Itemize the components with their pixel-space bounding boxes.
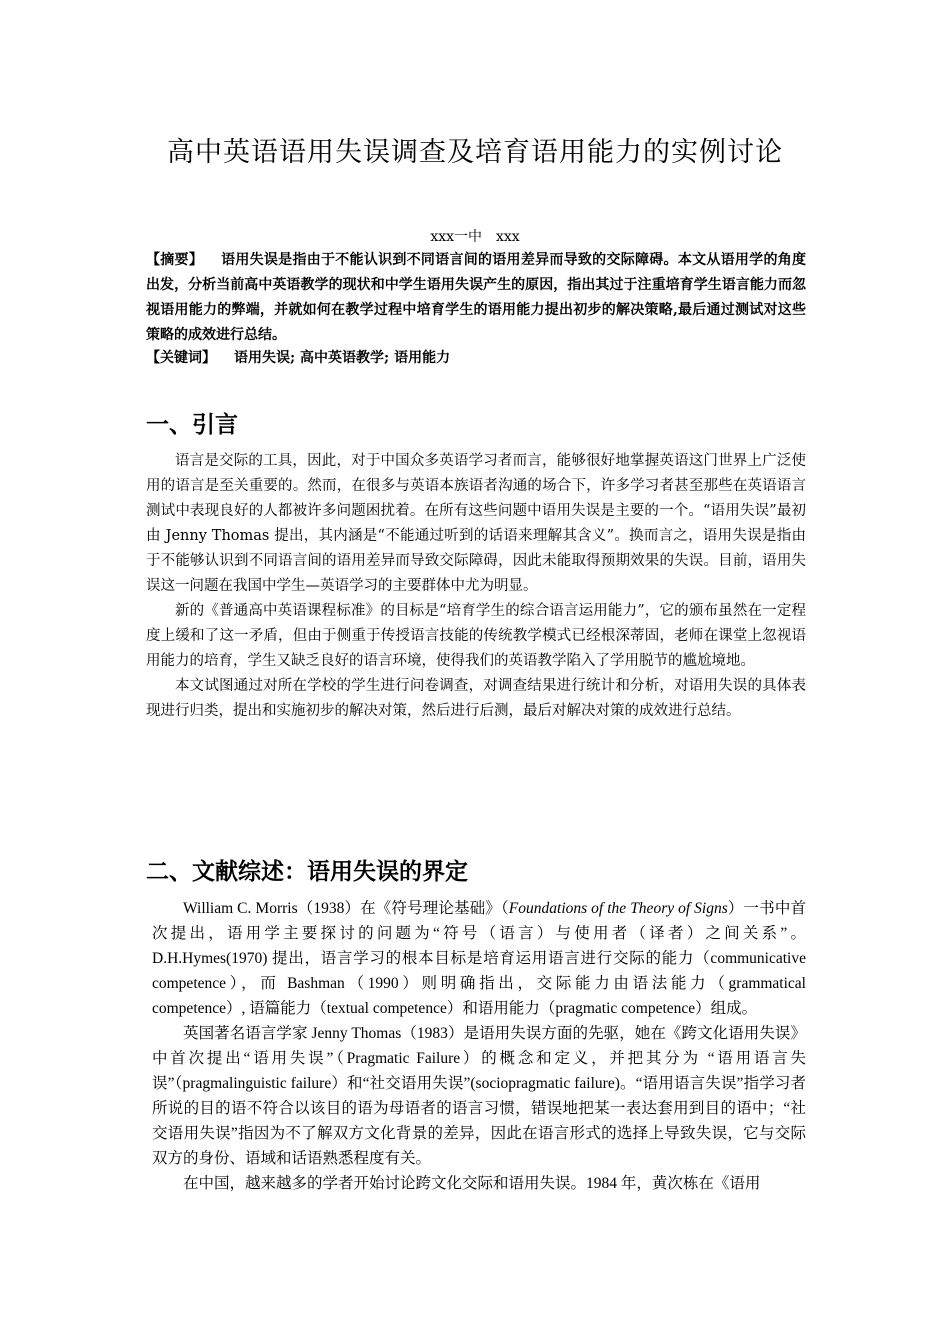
section-literature-body — [152, 896, 806, 1196]
section-intro-body — [146, 449, 806, 724]
abstract-tag: 【摘要】 — [146, 252, 204, 268]
paragraph: 本文试图通过对所在学校的学生进行问卷调查，对调查结果进行统计和分析，对语用失误的具体表现进行归类，提出和实施初步的解决对策，然后进行后测，最后对解决对策的成效进行总结。 — [146, 678, 806, 719]
keywords-tag: 【关键词】 — [146, 350, 216, 366]
paragraph-text: William C. Morris（1938）在《符号理论基础》（ — [183, 900, 509, 917]
abstract — [146, 248, 806, 348]
abstract-text: 语用失误是指由于不能认识到不同语言间的语用差异而导致的交际障碍。本文从语用学的角度出发，分析当前高中英语教学的现状和中学生语用失误产生的原因，指出其过于注重培育学生语言能力而忽视语用能力的弊端，并就如何在教学过程中培育学生的语用能力提出初步的解决策略,最后通过测试对这些策略的成效进行总结。 — [146, 252, 807, 343]
keywords — [146, 346, 806, 371]
document-title: 高中英语语用失误调查及培育语用能力的实例讨论 — [167, 137, 783, 168]
paragraph-text: ）一书中首次提出，语用学主要探讨的问题为“符号（语言）与使用者（译者）之间关系”。D.H.Hymes(1970) 提出，语言学习的根本目标是培育运用语言进行交际的能力（communicative competence），而 Bashman（1990）则明确指出，交际能力由语法能力（grammatical competence）, 语篇能力（textual competence）和语用能力（pragmatic competence）组成。 — [152, 900, 806, 1017]
section-heading-intro: 一、引言 — [146, 412, 238, 438]
paragraph: 新的《普通高中英语课程标准》的目标是“培育学生的综合语言运用能力”，它的颁布虽然在一定程度上缓和了这一矛盾，但由于侧重于传授语言技能的传统教学模式已经根深蒂固，老师在课堂上忽视语用能力的培育，学生又缺乏良好的语言环境，使得我们的英语教学陷入了学用脱节的尴尬境地。 — [146, 603, 806, 669]
keywords-text: 语用失误; 高中英语教学; 语用能力 — [234, 350, 451, 366]
book-title: Foundations of the Theory of Signs — [508, 900, 728, 917]
section-heading-literature: 二、文献综述：语用失误的界定 — [146, 859, 468, 885]
paragraph — [152, 896, 806, 1021]
paragraph: 英国著名语言学家 Jenny Thomas（1983）是语用失误方面的先驱，她在《跨文化语用失误》中首次提出“语用失误”（Pragmatic Failure）的概念和定义，并把其分为 “语用语言失误”（pragmalinguistic failure）和“社交语用失误”(sociopragmatic failure)。“语用语言失误”指学习者所说的目的语不符合以该目的语为母语者的语言习惯，错误地把某一表达套用到目的语中；“社交语用失误”指因为不了解双方文化背景的差异，因此在语言形式的选择上导致失误，它与交际双方的身份、语域和话语熟悉程度有关。 — [152, 1025, 806, 1167]
author-line: xxx一中 xxx — [430, 229, 520, 245]
paragraph: 语言是交际的工具，因此，对于中国众多英语学习者而言，能够很好地掌握英语这门世界上广泛使用的语言是至关重要的。然而，在很多与英语本族语者沟通的场合下，许多学习者甚至那些在英语语言测试中表现良好的人都被许多问题困扰着。在所有这些问题中语用失误是主要的一个。“语用失误”最初由 Jenny Thomas 提出，其内涵是“不能通过听到的话语来理解其含义”。换而言之，语用失误是指由于不能够认识到不同语言间的语用差异而导致交际障碍，因此未能取得预期效果的失误。目前，语用失误这一问题在我国中学生—英语学习的主要群体中尤为明显。 — [146, 453, 806, 594]
paragraph: 在中国，越来越多的学者开始讨论跨文化交际和语用失误。1984 年，黄次栋在《语用 — [183, 1175, 761, 1192]
